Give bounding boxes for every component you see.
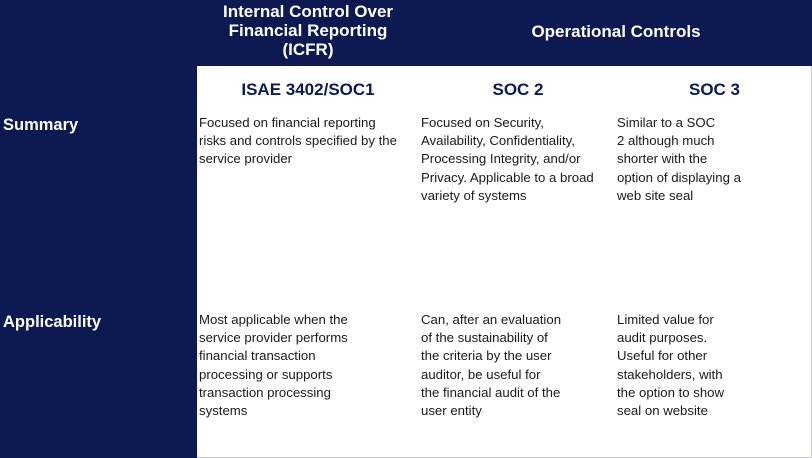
cell-line: financial transaction [199, 348, 316, 364]
row-label-band [0, 0, 197, 458]
applicability-soc2-cell [421, 311, 615, 420]
cell-line: service provider [199, 151, 293, 167]
cell-line: risks and controls specified by the [199, 133, 397, 149]
summary-soc2-cell [421, 114, 615, 205]
cell-line: processing or supports [199, 366, 333, 382]
row-label-applicability: Applicability [3, 313, 102, 331]
cell-line: the criteria by the user [421, 348, 552, 364]
cell-line: Focused on Security, [421, 115, 544, 130]
cell-line: Privacy. Applicable to a broad [421, 169, 594, 185]
cell-line: Can, after an evaluation [421, 312, 562, 327]
column-header-soc2: SOC 2 [492, 80, 544, 99]
cell-line: the financial audit of the [421, 384, 561, 400]
cell-line: Limited value for [617, 312, 714, 327]
cell-line: Availability, Confidentiality, [421, 133, 575, 149]
cell-line: of the sustainability of [421, 330, 548, 346]
cell-line: user entity [421, 403, 482, 419]
cell-line: auditor, be useful for [421, 366, 541, 382]
cell-line: Useful for other [617, 348, 708, 364]
cell-line: web site seal [617, 187, 694, 203]
cell-line: transaction processing [199, 384, 331, 400]
applicability-soc1-cell [199, 311, 417, 420]
column-header-isae3402-soc1: ISAE 3402/SOC1 [241, 80, 375, 99]
summary-soc3-cell [617, 114, 767, 205]
cell-line: seal on website [617, 403, 708, 419]
cell-line: service provider performs [199, 330, 348, 346]
cell-line: stakeholders, with [617, 366, 723, 382]
summary-soc1-cell [199, 114, 417, 169]
cell-line: Focused on financial reporting [199, 115, 376, 130]
cell-line: Most applicable when the [199, 312, 348, 327]
cell-line: systems [199, 403, 248, 419]
column-header-soc3: SOC 3 [688, 80, 741, 99]
icfr-header-line: Financial Reporting [228, 21, 388, 40]
cell-line: 2 although much [617, 133, 715, 149]
icfr-header-line: (ICFR) [282, 40, 334, 59]
cell-line: audit purposes. [617, 330, 708, 346]
row-label-summary: Summary [3, 116, 79, 134]
cell-line: Processing Integrity, and/or [421, 151, 581, 167]
icfr-header [197, 2, 419, 59]
cell-line: the option to show [617, 384, 725, 400]
operational-controls-header: Operational Controls [531, 22, 701, 41]
cell-line: variety of systems [421, 187, 527, 203]
applicability-soc3-cell [617, 311, 767, 420]
cell-line: shorter with the [617, 151, 708, 167]
icfr-header-line: Internal Control Over [222, 2, 394, 21]
cell-line: option of displaying a [617, 169, 741, 185]
cell-line: Similar to a SOC [617, 115, 716, 130]
